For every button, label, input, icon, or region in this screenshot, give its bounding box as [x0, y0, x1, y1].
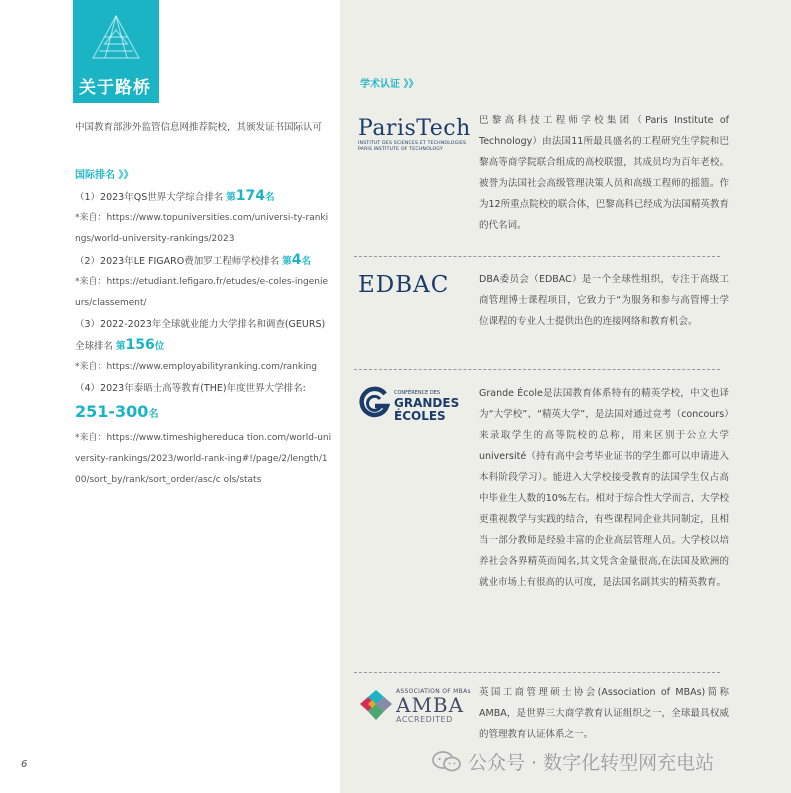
ranking-label: （1）2023年QS世界大学综合排名	[75, 192, 227, 203]
watermark-text: 公众号 · 数字化转型网充电站	[468, 752, 715, 774]
amba-logo-small: ASSOCIATION OF MBAs	[396, 688, 471, 695]
left-column	[0, 0, 340, 793]
ranking-item	[75, 250, 333, 272]
ranking-prefix: 第	[282, 256, 292, 267]
edbac-logo-text: EDBAC	[358, 272, 450, 298]
ranking-label: （2）2023年LE FIGARO费加罗工程师学校排名	[75, 256, 283, 267]
amba-logo-accredited: ACCREDITED	[396, 715, 453, 724]
cge-block	[354, 380, 734, 670]
ranking-number: 174	[235, 188, 265, 204]
cge-logo-line1: CONFÉRENCE DES	[394, 390, 440, 396]
paristech-logo-sub1: INSTITUT DES SCIENCES ET TECHNOLOGIES	[358, 141, 467, 146]
ranking-number: 156	[125, 337, 155, 353]
paristech-logo-sub2: PARIS INSTITUTE OF TECHNOLOGY	[358, 147, 443, 152]
rankings-list	[75, 186, 333, 491]
rankings-heading: 国际排名 》》	[75, 170, 134, 181]
about-banner	[73, 0, 159, 103]
ranking-label: （3）2022-2023年全球就业能力大学排名和调查(GEURS)全球排名	[75, 319, 326, 352]
paristech-block	[354, 108, 734, 248]
ranking-prefix: 第	[226, 192, 236, 203]
page-number: 6	[21, 759, 28, 770]
ranking-suffix: 名	[265, 192, 275, 203]
right-column	[340, 0, 791, 793]
amba-logo-big: AMBA	[396, 693, 465, 717]
ranking-item	[75, 378, 333, 399]
edbac-block	[354, 266, 734, 366]
cge-logo-text	[394, 390, 459, 423]
ranking-source: *来自：https://www.timeshighereduca tion.com/world-university-rankings/2023/world-rank-ing#!/page/2/length/100/sort_by/rank/sort_order/asc/c ols/stats	[75, 433, 332, 485]
wechat-icon	[432, 750, 462, 774]
paristech-logo	[358, 116, 471, 153]
ranking-source: *来自：https://etudiant.lefigaro.fr/etudes/e-coles-ingenieurs/classement/	[75, 277, 329, 308]
amba-logo	[358, 688, 471, 726]
divider	[354, 672, 720, 673]
edbac-logo	[358, 272, 449, 298]
amba-logo-text	[396, 688, 471, 724]
cge-logo-line3: ÉCOLES	[394, 409, 446, 423]
ranking-suffix: 名	[148, 409, 159, 420]
cge-g-icon	[358, 386, 392, 420]
cge-logo-line2: GRANDES	[394, 396, 460, 410]
ranking-number: 251-300	[75, 402, 149, 421]
cge-desc: Grande École是法国教育体系特有的精英学校，中文也译为“大学校”、“精英大学”，是法国对通过竞考（concours）来录取学生的高等院校的总称，用来区别于公立大学université（持有高中会考毕业证书的学生都可以申请进入本科阶段学习）。能进入大学校接受教育的法国学生仅占高中毕业生人数的10%左右。相对于综合性大学而言，大学校更重视教学与实践的结合，有些课程同企业共同制定，且相当一部分教师是经验丰富的企业高层管理人员。大学校以培养社会各界精英而闻名,其文凭含金量很高,在法国及欧洲的就业市场上有很高的认可度，是法国名副其实的精英教育。	[479, 388, 729, 588]
ranking-number-line	[75, 399, 333, 428]
accreditation-heading: 学术认证 》》	[360, 79, 419, 90]
amba-desc: 英国工商管理硕士协会(Association of MBAs)简称AMBA，是世界三大商学教育认证组织之一，全球最具权威的管理教育认证体系之一。	[479, 687, 729, 740]
ranking-item	[75, 186, 333, 208]
paristech-desc: 巴黎高科技工程师学校集团（Paris Institute of Technology）由法国11所最具盛名的工程研究生学院和巴黎高等商学院联合组成的高校联盟，其成员均为百年老校。被誉为法国社会高级管理决策人员和高级工程师的摇篮。作为12所重点院校的联合体，巴黎高科已经成为法国精英教育的代名词。	[479, 115, 729, 231]
cge-logo	[358, 386, 460, 424]
ranking-label: （4）2023年泰晤士高等教育(THE)年度世界大学排名:	[75, 383, 306, 394]
edbac-desc: DBA委员会（EDBAC）是一个全球性组织，专注于高级工商管理博士课程项目，它致力于“为服务和参与高管博士学位课程的专业人士提供出色的连接网络和教育机会。	[479, 274, 729, 327]
divider	[354, 369, 720, 370]
intro-text: 中国教育部涉外监管信息网推荐院校，其颁发证书国际认可	[75, 122, 323, 133]
ranking-suffix: 名	[301, 256, 312, 267]
amba-block	[354, 682, 734, 752]
ranking-source: *来自：https://www.topuniversities.com/universi-ty-rankings/world-university-rankings/2023	[75, 213, 329, 244]
ranking-suffix: 位	[154, 341, 165, 352]
divider	[354, 256, 720, 257]
ranking-prefix: 第	[116, 341, 126, 352]
ranking-number: 4	[291, 252, 302, 268]
triangle-logo-icon	[89, 12, 143, 66]
ranking-source: *来自：https://www.employabilityranking.com/ranking	[75, 362, 318, 372]
ranking-item	[75, 314, 333, 357]
page-title: 关于路桥	[79, 78, 151, 98]
watermark	[432, 748, 714, 775]
amba-diamond-icon	[358, 688, 394, 722]
paristech-logo-text: ParisTech	[358, 116, 471, 141]
